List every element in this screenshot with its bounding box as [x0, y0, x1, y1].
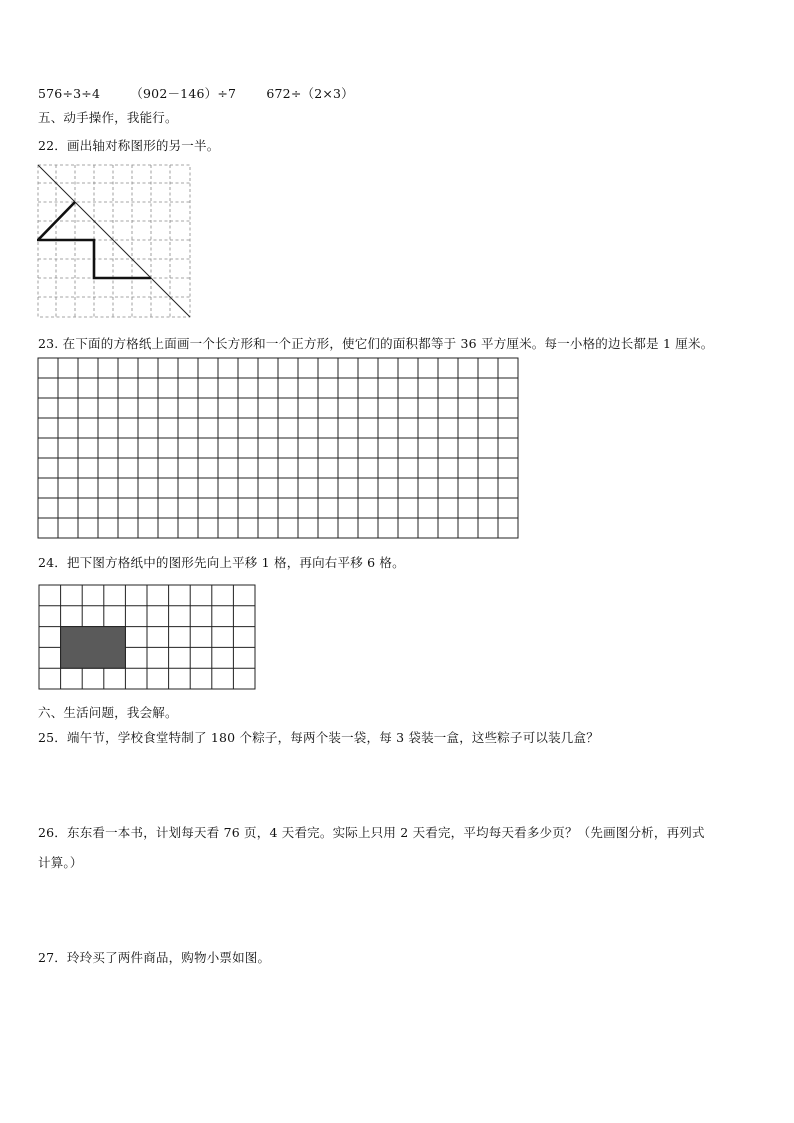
- q24-shaded-rectangle: [61, 627, 126, 669]
- question-25: 25．端午节，学校食堂特制了 180 个粽子，每两个装一袋，每 3 袋装一盒，这些粽子可以装几盒？: [38, 730, 599, 745]
- calc-expression-1: 576÷3÷4: [38, 86, 101, 101]
- question-26-line-2: 计算。）: [38, 855, 83, 870]
- question-26-line-1: 26．东东看一本书，计划每天看 76 页，4 天看完。实际上只用 2 天看完，平均每天看多少页？（先画图分析，再列式: [38, 825, 705, 840]
- question-22: 22．画出轴对称图形的另一半。: [38, 138, 220, 153]
- q23-square-grid: [37, 357, 521, 541]
- section-6-heading: 六、生活问题，我会解。: [38, 705, 178, 720]
- section-5-heading: 五、动手操作，我能行。: [38, 110, 178, 125]
- question-27: 27．玲玲买了两件商品，购物小票如图。: [38, 950, 271, 965]
- q22-symmetry-grid: [37, 164, 191, 318]
- q24-translation-grid: [38, 584, 258, 692]
- question-23: 23. 在下面的方格纸上面画一个长方形和一个正方形，使它们的面积都等于 36 平方厘米。每一小格的边长都是 1 厘米。: [38, 336, 714, 351]
- calculation-row: [38, 84, 380, 102]
- question-24: 24．把下图方格纸中的图形先向上平移 1 格，再向右平移 6 格。: [38, 555, 405, 570]
- calc-expression-2: （902－146）÷7: [130, 86, 237, 101]
- calc-expression-3: 672÷（2×3）: [266, 86, 354, 101]
